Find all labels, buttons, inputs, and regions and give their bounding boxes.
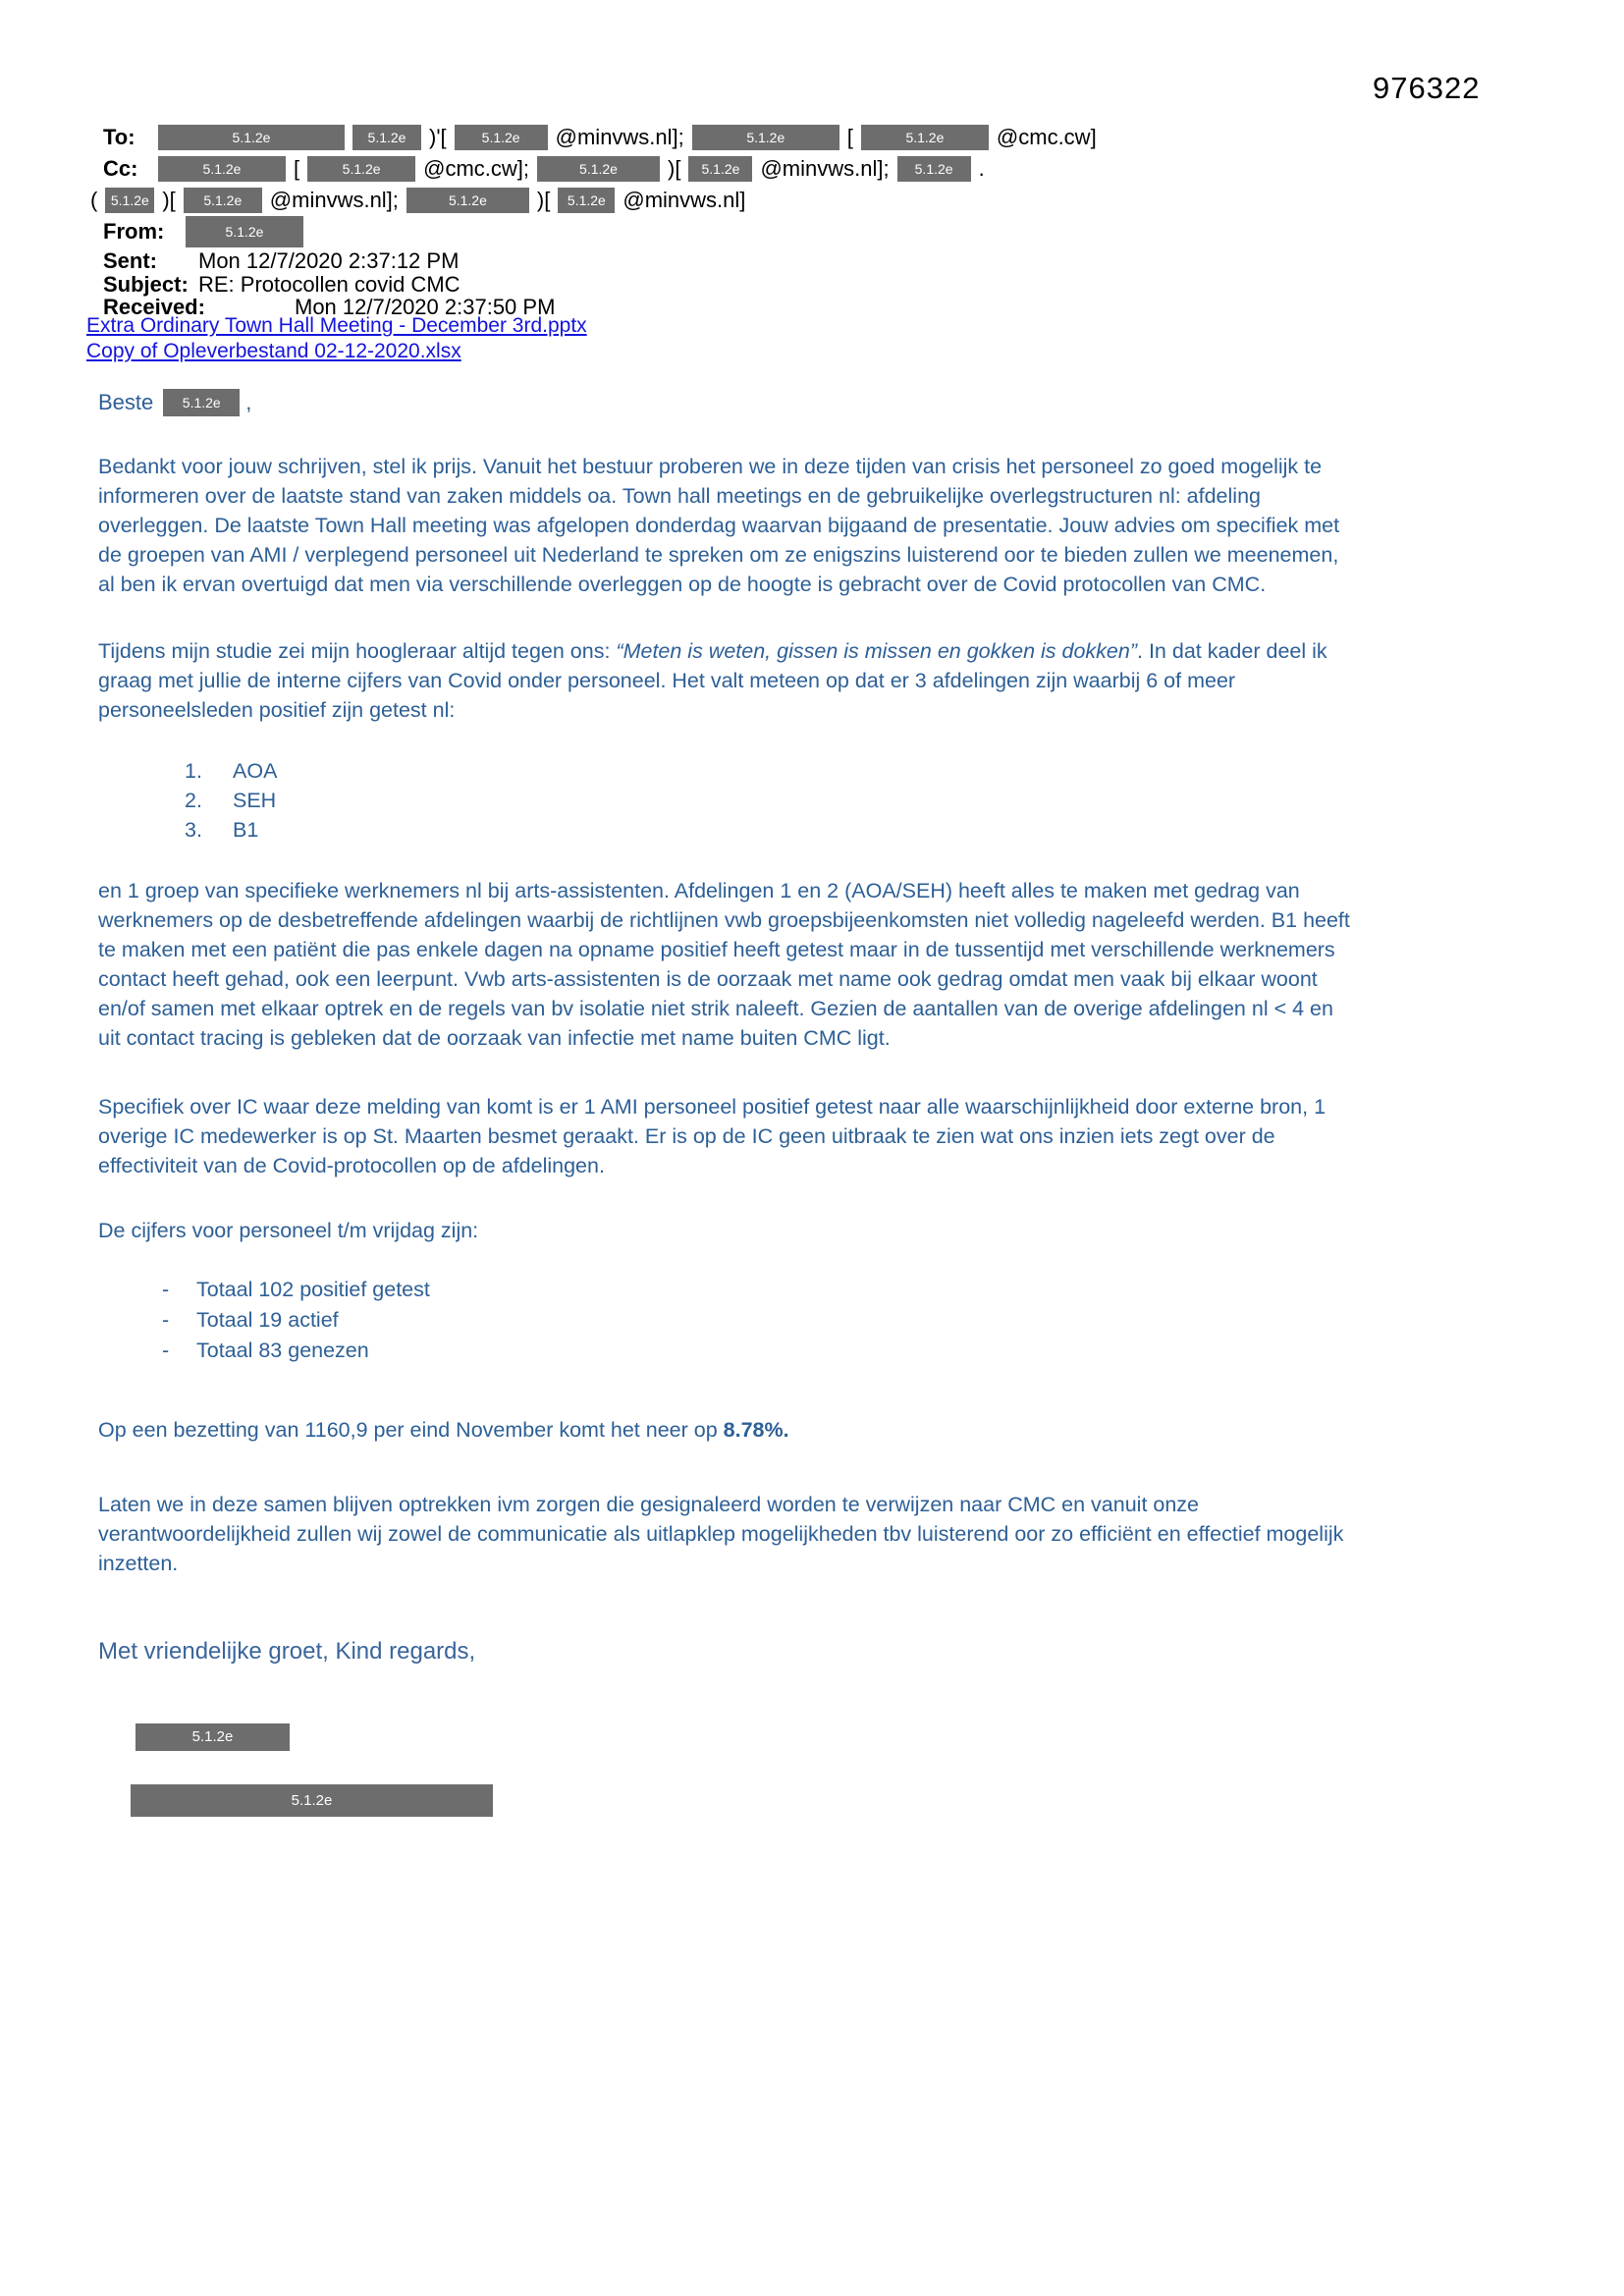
redaction-box: 5.1.2e: [897, 156, 971, 182]
document-number: 976322: [1373, 71, 1481, 105]
paragraph-bezetting: [98, 1415, 1355, 1445]
redaction-box: 5.1.2e: [307, 156, 415, 182]
header-row-from: [103, 217, 307, 246]
list-item: [98, 815, 1355, 845]
sent-value: Mon 12/7/2020 2:37:12 PM: [198, 248, 460, 273]
list-marker: 2.: [185, 789, 202, 812]
signature-redaction-box: 5.1.2e: [131, 1784, 493, 1817]
header-text-segment: @minvws.nl];: [269, 188, 399, 212]
from-label: From:: [103, 219, 165, 244]
list-label: SEH: [233, 789, 277, 812]
closing-line: Met vriendelijke groet, Kind regards,: [98, 1638, 476, 1665]
numbered-list: [98, 756, 1355, 845]
received-label: Received:: [103, 295, 205, 319]
header-text-segment: )'[: [429, 125, 447, 149]
salutation-comma: ,: [245, 390, 252, 414]
list-label: AOA: [233, 759, 278, 783]
header-text-segment: .: [978, 156, 985, 181]
redaction-box: 5.1.2e: [455, 125, 548, 150]
list-marker: -: [162, 1278, 170, 1301]
header-text-segment: @minvws.nl];: [760, 156, 890, 181]
dash-list: [98, 1275, 1355, 1366]
redaction-box: 5.1.2e: [158, 125, 345, 150]
redaction-box: 5.1.2e: [558, 188, 615, 213]
header-text-segment: @cmc.cw]: [996, 125, 1097, 149]
header-text-segment: (: [90, 188, 98, 212]
list-label: Totaal 102 positief getest: [196, 1278, 430, 1301]
paragraph-intro: Bedankt voor jouw schrijven, stel ik prijs. Vanuit het bestuur proberen we in deze tijden van crisis het personeel zo goed mogelijk te informeren over de laatste stand van zaken middels oa. Town hall meetings en de gebruikelijke overlegstructuren nl: afdeling overleggen. De laatste Town Hall meeting was afgelopen donderdag waarvan bijgaand de presentatie. Jouw advies om specifiek met de groepen van AMI / verplegend personeel uit Nederland te spreken om ze enigszins luisterend oor te bieden zullen we meenemen, al ben ik ervan overtuigd dat men via verschillende overleggen op de hoogte is gebracht over de Covid protocollen van CMC.: [98, 455, 1340, 596]
header-row-cc: [103, 154, 989, 184]
redaction-box: 5.1.2e: [861, 125, 989, 150]
header-row-to: [103, 123, 1101, 152]
cc-label: Cc:: [103, 156, 138, 181]
redaction-box: 5.1.2e: [163, 389, 240, 416]
cijfers-intro: De cijfers voor personeel t/m vrijdag zijn:: [98, 1219, 479, 1242]
header-text-segment: @minvws.nl]: [623, 188, 746, 212]
header-text-segment: [: [294, 156, 300, 181]
redaction-box: 5.1.2e: [158, 156, 286, 182]
cc-overflow-value: [86, 188, 749, 213]
list-marker: 3.: [185, 818, 202, 842]
redaction-box: 5.1.2e: [688, 156, 752, 182]
sent-label: Sent:: [103, 248, 157, 273]
header-text-segment: )[: [536, 188, 551, 212]
redaction-box: 5.1.2e: [186, 216, 303, 247]
salutation-text: Beste: [98, 390, 154, 414]
quote-prefix: Tijdens mijn studie zei mijn hoogleraar altijd tegen ons:: [98, 639, 617, 663]
header-text-segment: )[: [668, 156, 681, 181]
bezetting-text: Op een bezetting van 1160,9 per eind November komt het neer op: [98, 1418, 724, 1442]
paragraph-afdelingen: en 1 groep van specifieke werknemers nl bij arts-assistenten. Afdelingen 1 en 2 (AOA/SEH) heeft alles te maken met gedrag van werknemers op de desbetreffende afdelingen waarbij de richtlijnen vwb groepsbijeenkomsten niet volledig nageleefd werden. B1 heeft te maken met een patiënt die pas enkele dagen na opname positief heeft getest maar in de tussentijd met verschillende werknemers contact heeft gehad, ook een leerpunt. Vwb arts-assistenten is de oorzaak met name ook gedrag omdat men vaak bij elkaar woont en/of samen met elkaar optrek en de regels van bv isolatie niet strik naleeft. Gezien de aantallen van de overige afdelingen nl < 4 en uit contact tracing is gebleken dat de oorzaak van infectie met name buiten CMC ligt.: [98, 879, 1350, 1050]
email-body: [98, 452, 1355, 1817]
header-text-segment: )[: [162, 188, 176, 212]
list-item: [98, 1305, 1355, 1336]
quote-suffix: . In dat kader deel ik graag met jullie de interne cijfers van Covid onder personeel. Het valt meteen op dat er 3 afdelingen zijn waarbij 6 of meer personeelsleden positief zijn getest nl:: [98, 639, 1327, 722]
header-text-segment: @cmc.cw];: [423, 156, 530, 181]
subject-value: RE: Protocollen covid CMC: [198, 272, 460, 297]
list-item: [98, 786, 1355, 815]
paragraph-cijfers-quote: [98, 636, 1355, 725]
list-label: B1: [233, 818, 259, 842]
list-item: [98, 1336, 1355, 1366]
list-marker: 1.: [185, 759, 202, 783]
list-item: [98, 1275, 1355, 1305]
paragraph-ic: Specifiek over IC waar deze melding van komt is er 1 AMI personeel positief getest naar alle waarschijnlijkheid door externe bron, 1 overige IC medewerker is op St. Maarten besmet geraakt. Er is op de IC geen uitbraak te zien wat ons inzien iets zegt over de effectiviteit van de Covid-protocollen op de afdelingen.: [98, 1095, 1326, 1177]
attachment-link-xlsx[interactable]: Copy of Opleverbestand 02-12-2020.xlsx: [86, 340, 461, 362]
italic-quote: “Meten is weten, gissen is missen en gokken is dokken”: [616, 639, 1138, 663]
from-value: [182, 216, 307, 247]
redaction-box: 5.1.2e: [184, 188, 262, 213]
salutation: [98, 389, 251, 416]
redaction-box: 5.1.2e: [692, 125, 839, 150]
list-marker: -: [162, 1339, 170, 1362]
subject-label: Subject:: [103, 272, 189, 297]
received-value: Mon 12/7/2020 2:37:50 PM: [295, 295, 556, 319]
redaction-box: 5.1.2e: [352, 125, 421, 150]
list-label: Totaal 19 actief: [196, 1308, 339, 1332]
to-label: To:: [103, 125, 135, 149]
attachment-link-pptx[interactable]: Extra Ordinary Town Hall Meeting - December 3rd.pptx: [86, 314, 587, 337]
list-marker: -: [162, 1308, 170, 1332]
paragraph-slot: Laten we in deze samen blijven optrekken ivm zorgen die gesignaleerd worden te verwijzen naar CMC en vanuit onze verantwoordelijkheid zullen wij zowel de communicatie als uitlapklep mogelijkheden tbv luisterend oor zo efficiënt en effectief mogelijk inzetten.: [98, 1493, 1344, 1575]
redaction-box: 5.1.2e: [537, 156, 660, 182]
cc-value: [154, 156, 989, 182]
redaction-box: 5.1.2e: [105, 188, 154, 213]
list-label: Totaal 83 genezen: [196, 1339, 369, 1362]
bezetting-percentage: 8.78%.: [723, 1418, 789, 1442]
to-value: [154, 125, 1101, 150]
header-text-segment: @minvws.nl];: [555, 125, 684, 149]
redaction-box: 5.1.2e: [406, 188, 529, 213]
list-item: [98, 756, 1355, 786]
header-text-segment: [: [846, 125, 853, 149]
header-row-cc-overflow: [86, 186, 749, 215]
signature-redaction-box: 5.1.2e: [135, 1723, 290, 1751]
